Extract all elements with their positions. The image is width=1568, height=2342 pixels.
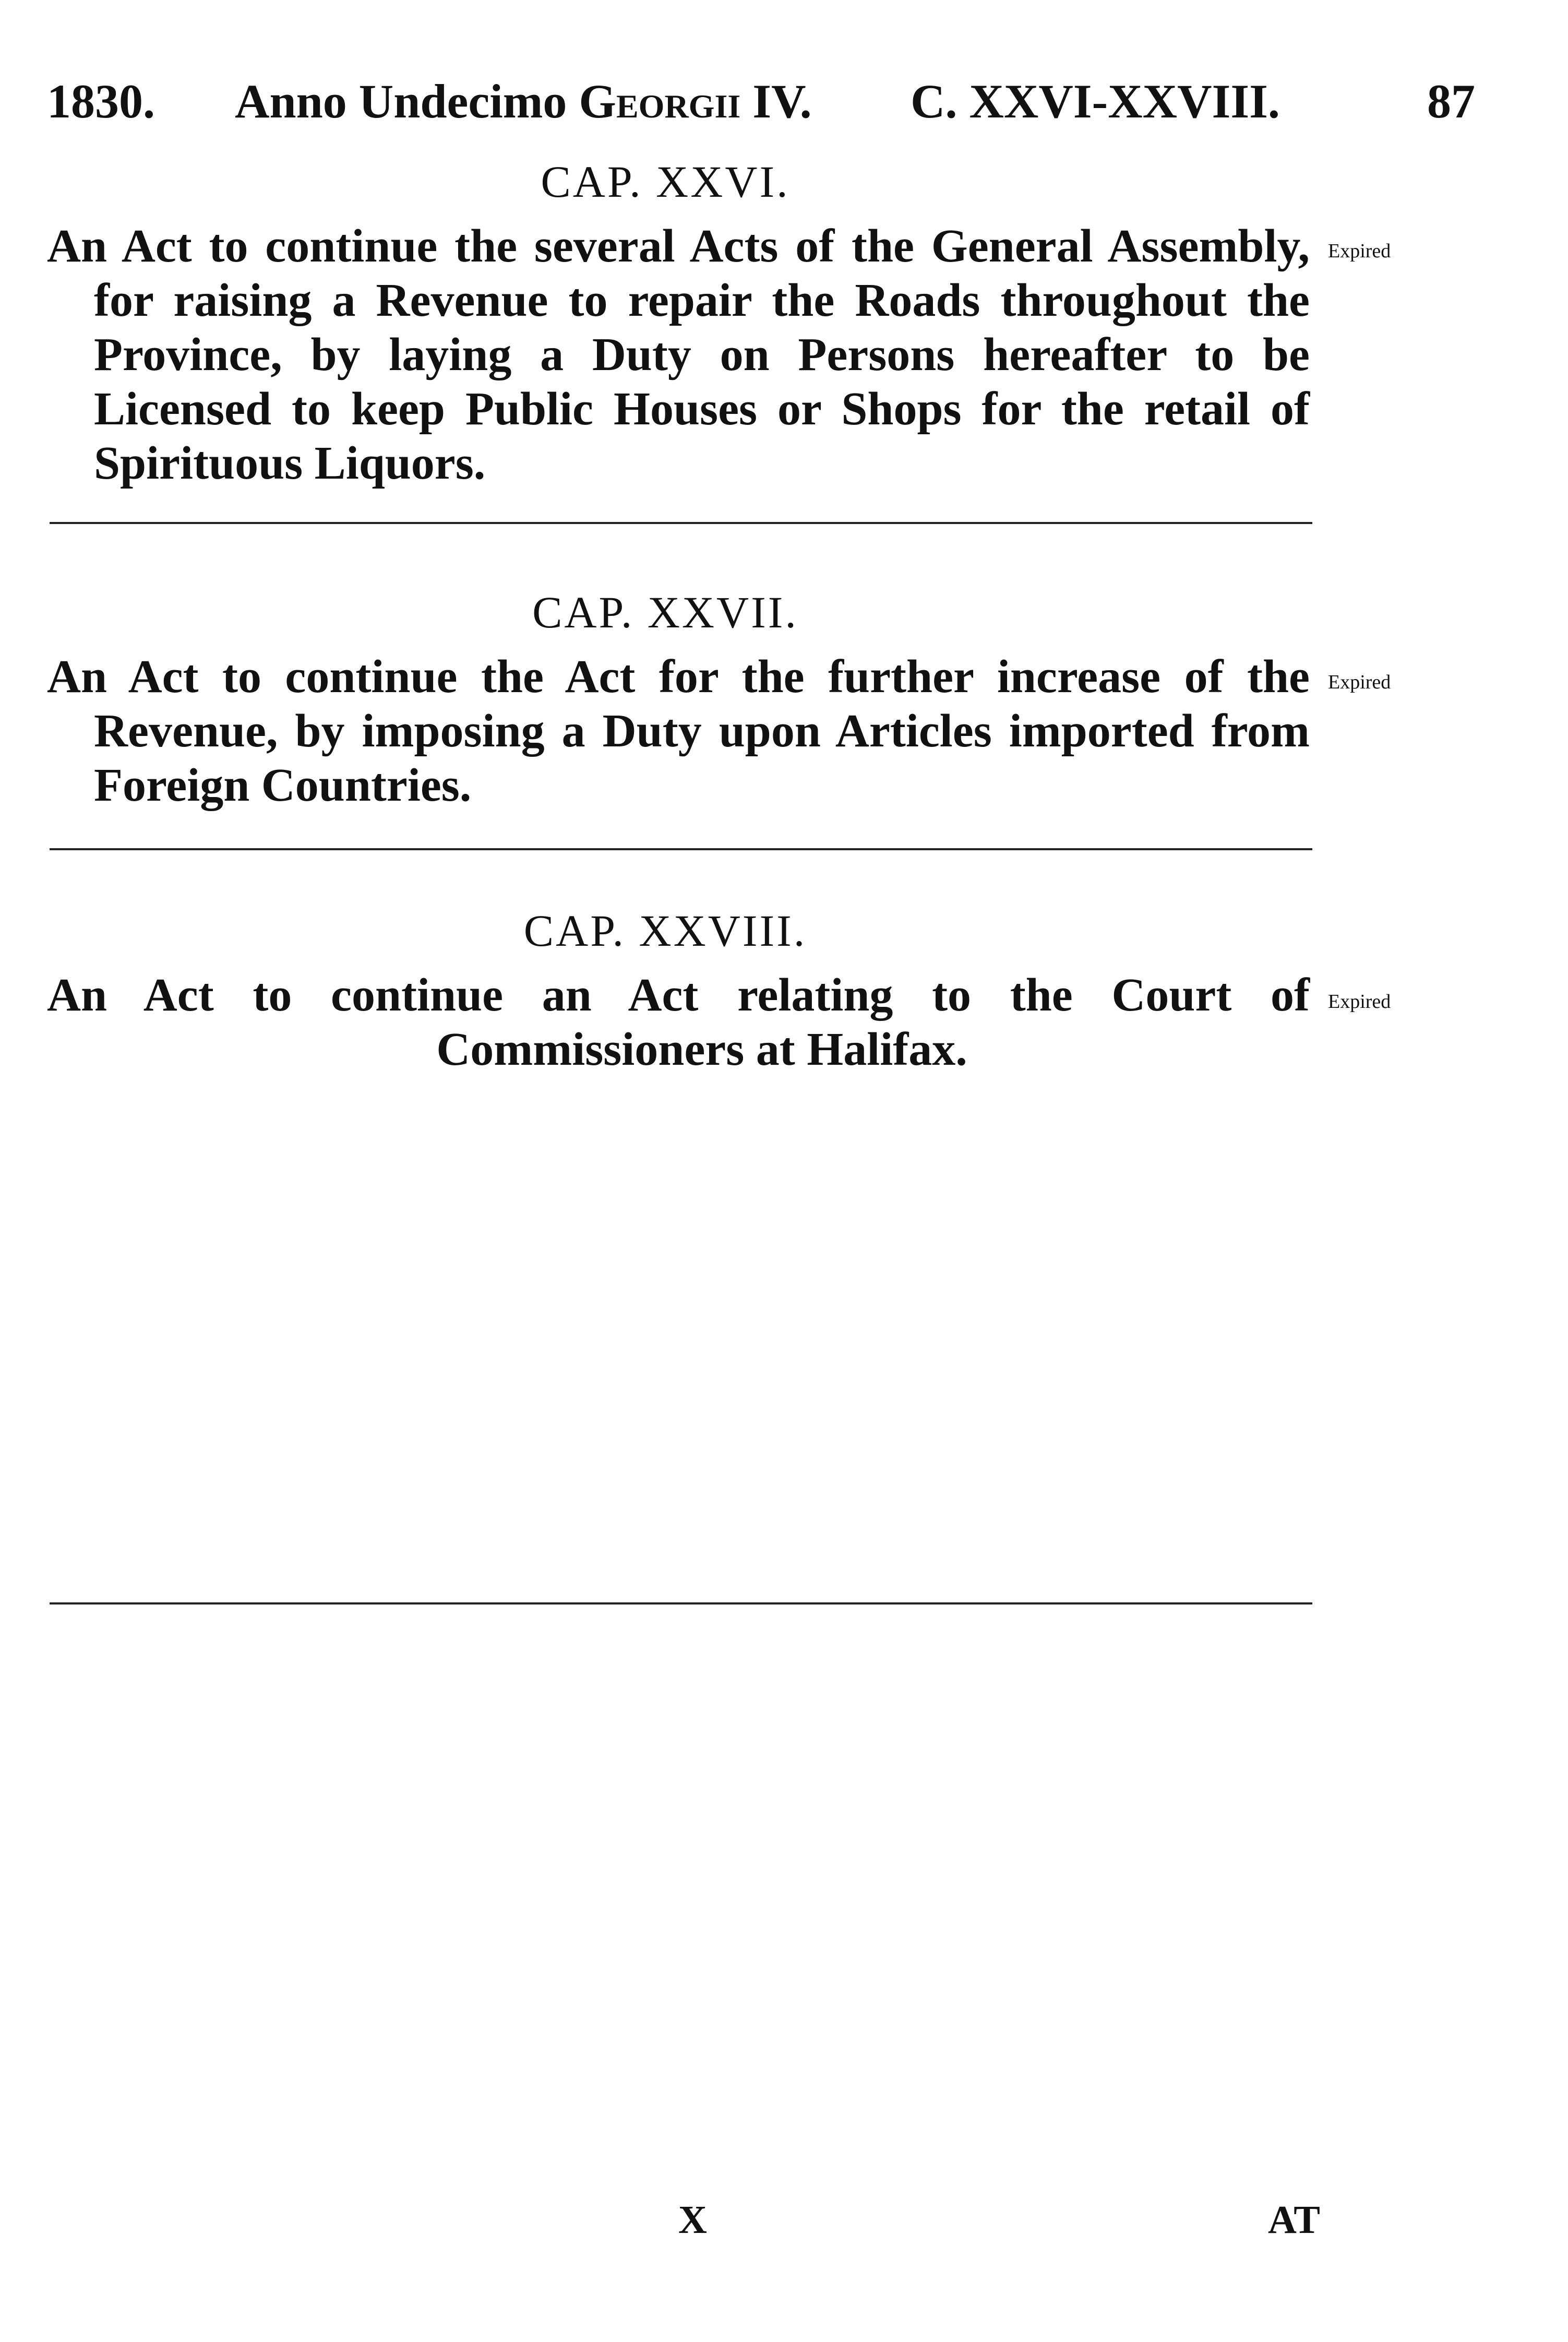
header-chapter-range: C. XXVI-XXVIII. — [911, 75, 1280, 128]
margin-note: Expired — [1328, 240, 1391, 262]
header-title-prefix: Anno Undecimo — [235, 75, 567, 128]
catchword: AT — [1268, 2198, 1320, 2242]
section-divider — [50, 848, 1312, 850]
section-divider — [50, 1602, 1312, 1604]
act-title: An Act to continue an Act relating to the Court of Commissioners at Halifax. — [47, 969, 1310, 1075]
act-title: An Act to continue the several Acts of the General Assembly, for raising a Revenue to repair the Roads throughout the Province, by laying a Duty on Persons hereafter to be Licensed to keep Public Houses or Shops for the retail of Spirituous Liquors. — [47, 220, 1310, 489]
chapter-heading: CAP. XXVII. — [532, 587, 798, 637]
header-year: 1830. — [47, 75, 155, 128]
chapter-heading: CAP. XXVI. — [541, 157, 790, 207]
chapter-heading: CAP. XXVIII. — [523, 906, 807, 956]
header-title-monarch: Georgii — [579, 75, 741, 128]
margin-note: Expired — [1328, 671, 1391, 693]
act-title: An Act to continue the Act for the further increase of the Revenue, by imposing a Duty upon Articles imported from Foreign Countries. — [47, 651, 1310, 811]
header-title-suffix: IV. — [752, 75, 812, 128]
signature-mark: X — [678, 2198, 707, 2242]
margin-note: Expired — [1328, 991, 1391, 1013]
section-divider — [50, 522, 1312, 524]
header-page-number: 87 — [1427, 75, 1475, 128]
header-regnal-title — [235, 75, 812, 128]
